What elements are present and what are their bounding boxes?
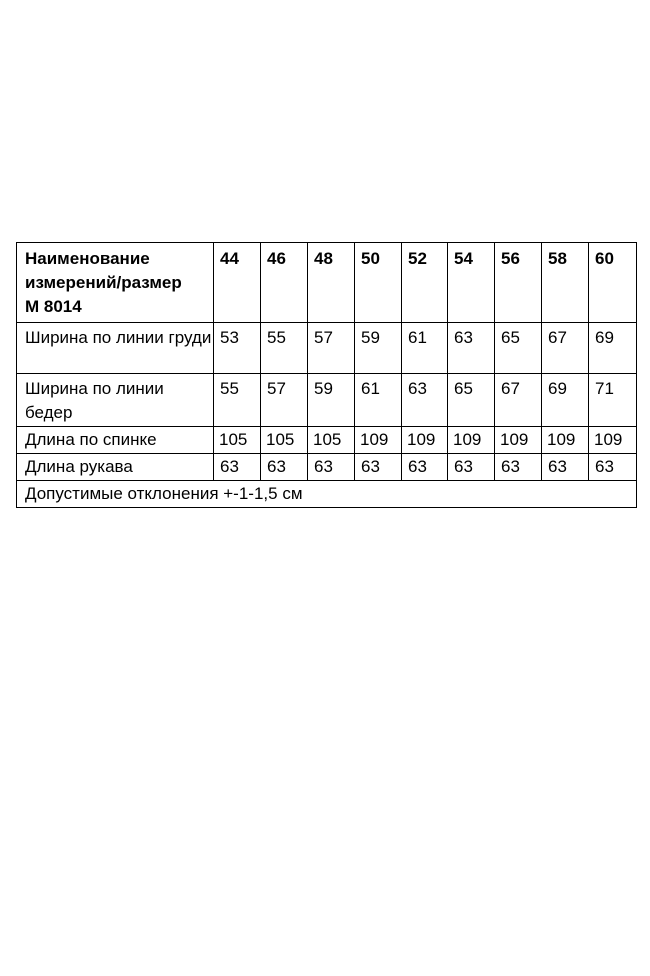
table-cell: 61: [355, 374, 402, 427]
size-header: 50: [355, 243, 402, 323]
header-label-line-3: М 8014: [25, 297, 82, 316]
table-cell: 59: [355, 323, 402, 374]
table-cell: 67: [542, 323, 589, 374]
row-label-hip-width: Ширина по линии бедер: [17, 374, 214, 427]
table-cell: 109: [589, 427, 637, 454]
table-cell: 63: [589, 454, 637, 481]
table-row: [17, 427, 637, 454]
table-cell: 105: [214, 427, 261, 454]
size-chart-table: [16, 242, 637, 508]
table-cell: 109: [355, 427, 402, 454]
size-header: 48: [308, 243, 355, 323]
table-cell: 63: [355, 454, 402, 481]
size-header: 58: [542, 243, 589, 323]
table-cell: 109: [448, 427, 495, 454]
table-cell: 109: [402, 427, 448, 454]
table-cell: 59: [308, 374, 355, 427]
table-cell: 55: [214, 374, 261, 427]
table-cell: 63: [542, 454, 589, 481]
table-cell: 63: [261, 454, 308, 481]
table-cell: 109: [542, 427, 589, 454]
table-cell: 63: [495, 454, 542, 481]
table-cell: 65: [448, 374, 495, 427]
table-cell: 63: [308, 454, 355, 481]
table-cell: 55: [261, 323, 308, 374]
table-cell: 61: [402, 323, 448, 374]
row-label-sleeve-length: Длина рукава: [17, 454, 214, 481]
size-header: 54: [448, 243, 495, 323]
table-cell: 105: [261, 427, 308, 454]
size-header: 44: [214, 243, 261, 323]
size-header: 46: [261, 243, 308, 323]
row-label-chest-width: Ширина по линии груди: [17, 323, 214, 374]
measurement-size-header: [17, 243, 214, 323]
table-cell: 53: [214, 323, 261, 374]
table-cell: 67: [495, 374, 542, 427]
table-cell: 105: [308, 427, 355, 454]
header-label-line-1: Наименование: [25, 249, 150, 268]
table-cell: 63: [214, 454, 261, 481]
table-cell: 69: [589, 323, 637, 374]
table-header-row: [17, 243, 637, 323]
table-row: [17, 454, 637, 481]
table-footer-row: [17, 481, 637, 508]
table-cell: 57: [261, 374, 308, 427]
table-cell: 63: [448, 323, 495, 374]
table-cell: 57: [308, 323, 355, 374]
tolerance-note: Допустимые отклонения +-1-1,5 см: [17, 481, 637, 508]
size-header: 60: [589, 243, 637, 323]
table-cell: 69: [542, 374, 589, 427]
table-row: [17, 323, 637, 374]
table-cell: 63: [402, 374, 448, 427]
table-row: [17, 374, 637, 427]
table-cell: 63: [448, 454, 495, 481]
size-header: 52: [402, 243, 448, 323]
row-label-back-length: Длина по спинке: [17, 427, 214, 454]
table-cell: 65: [495, 323, 542, 374]
table-cell: 63: [402, 454, 448, 481]
table-cell: 71: [589, 374, 637, 427]
table-cell: 109: [495, 427, 542, 454]
header-label-line-2: измерений/размер: [25, 273, 182, 292]
size-header: 56: [495, 243, 542, 323]
